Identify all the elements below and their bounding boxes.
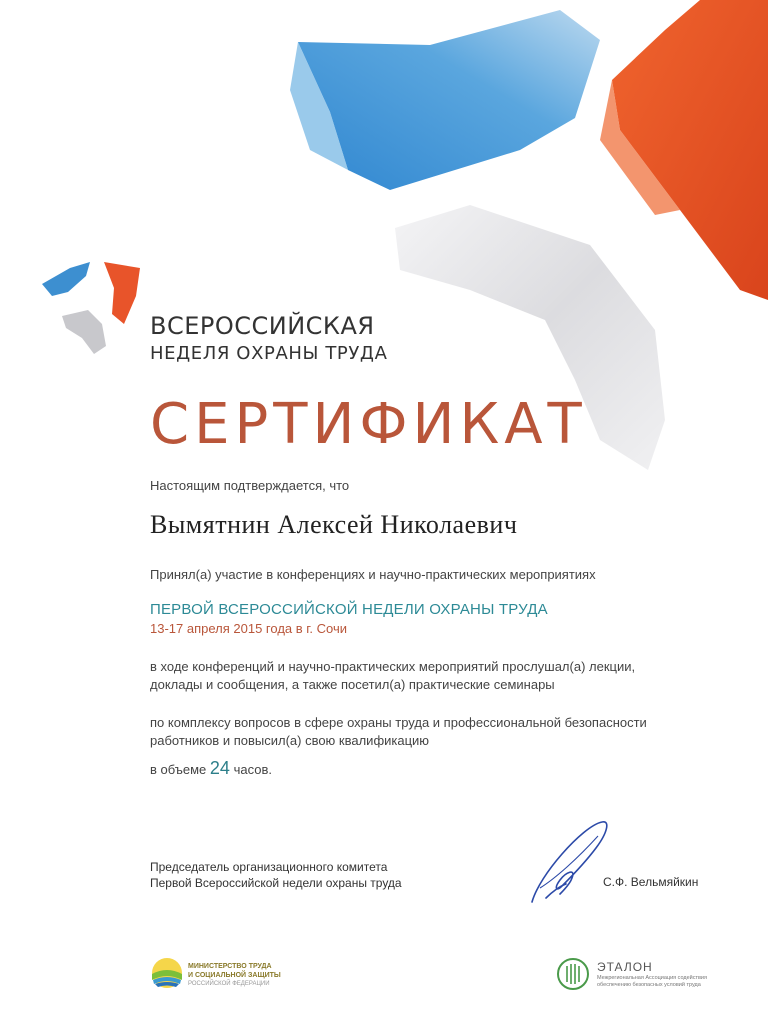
etalon-name: ЭТАЛОН: [597, 960, 653, 974]
volume-suffix: часов.: [233, 762, 272, 777]
etalon-sub-line-2: обеспечению безопасных условий труда: [597, 982, 701, 988]
body-line-4: работников и повысил(а) свою квалификацию: [150, 733, 430, 748]
body-line-1: в ходе конференций и научно-практических мероприятий прослушал(а) лекции,: [150, 659, 636, 674]
logo-star-icon: [42, 262, 142, 362]
etalon-sub-line-1: Межрегиональная Ассоциация содействия: [597, 975, 707, 981]
ministry-emblem-icon: [150, 956, 184, 990]
body-line-3: по комплексу вопросов в сфере охраны труда и профессиональной безопасности: [150, 715, 647, 730]
recipient-name: Вымятнин Алексей Николаевич: [150, 510, 518, 539]
chair-line-1: Председатель организационного комитета: [150, 860, 388, 874]
ministry-line-3: РОССИЙСКОЙ ФЕДЕРАЦИИ: [188, 981, 270, 987]
hours-value: 24: [209, 758, 230, 778]
ministry-line-2: И СОЦИАЛЬНОЙ ЗАЩИТЫ: [188, 972, 281, 979]
ministry-line-1: МИНИСТЕРСТВО ТРУДА: [188, 963, 272, 970]
intro-text: Настоящим подтверждается, что: [150, 478, 350, 493]
participation-text: Принял(а) участие в конференциях и научно-практических мероприятиях: [150, 567, 596, 582]
brand-line-2: НЕДЕЛЯ ОХРАНЫ ТРУДА: [150, 343, 388, 364]
chair-block: [150, 859, 402, 891]
volume-line: [150, 758, 272, 779]
etalon-subtitle: [597, 975, 707, 989]
orange-ribbon-shape: [612, 0, 768, 300]
chair-line-2: Первой Всероссийской недели охраны труда: [150, 876, 402, 890]
signature-image: [526, 818, 616, 908]
brand-line-1: ВСЕРОССИЙСКАЯ: [150, 312, 375, 340]
ministry-label: [188, 962, 281, 989]
event-name: ПЕРВОЙ ВСЕРОССИЙСКОЙ НЕДЕЛИ ОХРАНЫ ТРУДА: [150, 601, 548, 618]
event-dates: 13-17 апреля 2015 года в г. Сочи: [150, 621, 348, 636]
certificate-title: СЕРТИФИКАТ: [150, 392, 587, 457]
volume-prefix: в объеме: [150, 762, 207, 777]
signer-name: С.Ф. Вельмяйкин: [603, 875, 699, 889]
etalon-emblem-icon: [556, 957, 590, 991]
body-line-2: доклады и сообщения, а также посетил(а) практические семинары: [150, 677, 555, 692]
